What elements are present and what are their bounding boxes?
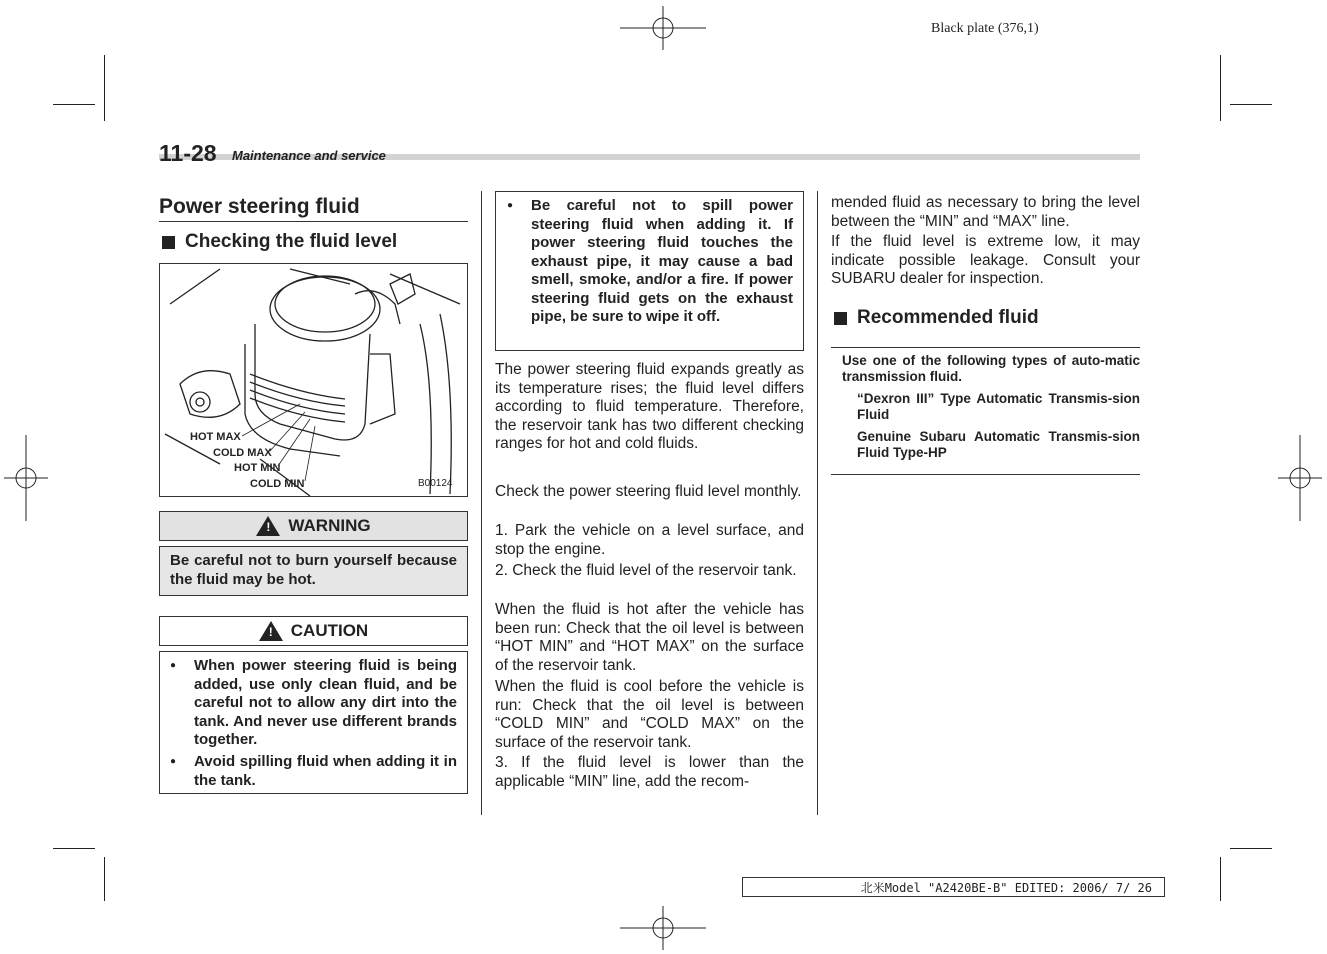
caution-triangle-icon [259,621,283,641]
rule [831,474,1140,475]
subsection-heading [834,307,1039,329]
crop-mark [104,857,105,901]
subsection-label: Recommended fluid [857,307,1039,328]
rule [831,347,1140,348]
warning-triangle-icon [256,516,280,536]
footer-model-info: 北米Model "A2420BE-B" EDITED: 2006/ 7/ 26 [742,877,1165,897]
column-divider [817,191,818,815]
warning-label [159,511,468,541]
paragraph: The power steering fluid expands greatly as its temperature rises; the fluid level differs according to fluid temperature. Therefore, the reservoir tank has two different checking ranges for hot and cold fluids. [495,361,804,452]
caution-item: ● When power steering fluid is being added, use only clean fluid, and be careful not to allow any dirt into the tank. And never use different brands together. [170,657,457,750]
figure-code: B00124 [418,478,453,489]
crop-mark [1230,848,1272,849]
registration-mark-right [1278,435,1322,521]
square-bullet-icon [834,312,847,325]
column-divider [481,191,482,815]
plate-label: Black plate (376,1) [931,21,1039,36]
paragraph: Check the power steering fluid level monthly. [495,483,802,500]
registration-mark-left [4,435,48,521]
paragraph: mended fluid as necessary to bring the level between the “MIN” and “MAX” line. [831,194,1140,230]
page-number: 11-28 [159,140,217,166]
square-bullet-icon [162,236,175,249]
label-hot-min: HOT MIN [234,462,281,474]
warning-text: WARNING [288,516,371,535]
registration-mark-bottom [620,906,706,950]
crop-mark [53,104,95,105]
subsection-heading [162,231,397,253]
page-title: Power steering fluid [159,195,360,218]
paragraph: When the fluid is cool before the vehicle is run: Check that the oil level is between “COLD MIN” and “COLD MAX” on the surface of the reservoir tank. [495,678,804,751]
recommended-item: Genuine Subaru Automatic Transmis-sion Fluid Type-HP [857,429,1140,460]
caution-text: CAUTION [290,621,369,640]
step: 3. If the fluid level is lower than the applicable “MIN” line, add the recom- [495,754,804,790]
label-cold-max: COLD MAX [213,447,272,459]
crop-mark [1220,55,1221,121]
paragraph: When the fluid is hot after the vehicle has been run: Check that the oil level is between “HOT MIN” and “HOT MAX” on the surface of the reservoir tank. [495,601,804,674]
step: 2. Check the fluid level of the reservoir tank. [495,562,797,579]
label-cold-min: COLD MIN [250,478,305,490]
caution-body [159,651,468,794]
reservoir-illustration [160,264,467,496]
subsection-label: Checking the fluid level [185,231,398,252]
section-name: Maintenance and service [232,148,386,163]
caution-continued-box [495,191,804,351]
title-rule [159,221,468,222]
warning-body: Be careful not to burn yourself because the fluid may be hot. [159,546,468,596]
step: 1. Park the vehicle on a level surface, and stop the engine. [495,522,804,558]
recommended-intro: Use one of the following types of auto-matic transmission fluid. [842,353,1140,384]
crop-mark [1220,857,1221,901]
label-hot-max: HOT MAX [190,431,241,443]
paragraph: If the fluid level is extreme low, it may indicate possible leakage. Consult your SUBARU dealer for inspection. [831,233,1140,287]
crop-mark [1230,104,1272,105]
caution-item: ● Be careful not to spill power steering fluid when adding it. If power steering fluid touches the exhaust pipe, it may cause a bad smell, smoke, and/or a fire. If power steering fluid gets on the exhaust pipe, be sure to wipe it off. [507,197,793,327]
caution-item: ● Avoid spilling fluid when adding it in the tank. [170,753,457,790]
registration-mark-top [620,6,706,50]
crop-mark [53,848,95,849]
crop-mark [104,55,105,121]
reservoir-figure [159,263,468,497]
recommended-item: “Dexron III” Type Automatic Transmis-sion Fluid [857,391,1140,422]
caution-label [159,616,468,646]
